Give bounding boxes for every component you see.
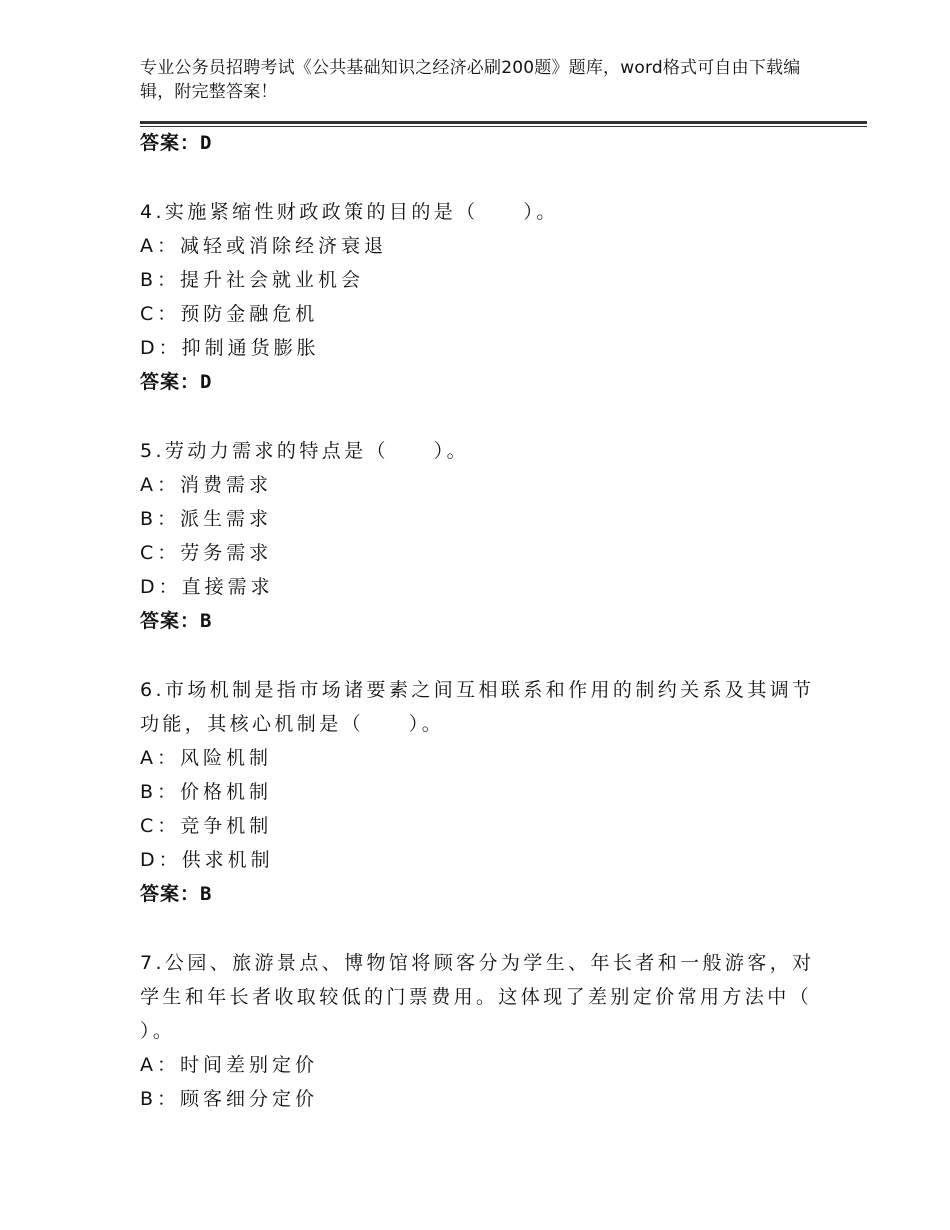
- question-4-text: 4.实施紧缩性财政政策的目的是（ ）。: [140, 201, 559, 223]
- question-5-option-b: B：派生需求: [140, 508, 273, 530]
- header-divider: [140, 121, 867, 124]
- answer-value: D: [200, 371, 213, 393]
- question-4-option-c: C：预防金融危机: [140, 303, 319, 325]
- question-5-answer: [140, 607, 212, 635]
- question-6-option-d: D：供求机制: [140, 849, 274, 871]
- question-4-answer: [140, 368, 212, 396]
- question-6-option-a: A：风险机制: [140, 747, 272, 769]
- answer-label: 答案：: [140, 371, 201, 393]
- answer-value: B: [200, 883, 213, 905]
- answer-label: 答案：: [140, 610, 201, 632]
- question-5-option-d: D：直接需求: [140, 576, 274, 598]
- answer-line: [140, 129, 212, 157]
- question-7-option-a: A：时间差别定价: [140, 1054, 318, 1076]
- question-7-option-b: B：顾客细分定价: [140, 1088, 319, 1110]
- question-4-option-a: A：减轻或消除经济衰退: [140, 235, 387, 257]
- question-7-text-line-1: 7.公园、旅游景点、博物馆将顾客分为学生、年长者和一般游客，对: [140, 952, 815, 974]
- question-4-option-d: D：抑制通货膨胀: [140, 337, 320, 359]
- question-6-option-c: C：竞争机制: [140, 815, 273, 837]
- question-7-text-line-2: 学生和年长者收取较低的门票费用。这体现了差别定价常用方法中（: [140, 986, 813, 1008]
- answer-label: 答案：: [140, 132, 201, 154]
- question-6-option-b: B：价格机制: [140, 781, 273, 803]
- question-6-text-line-1: 6.市场机制是指市场诸要素之间互相联系和作用的制约关系及其调节: [140, 679, 815, 701]
- answer-value: B: [200, 610, 213, 632]
- question-4-option-b: B：提升社会就业机会: [140, 269, 365, 291]
- document-header: 专业公务员招聘考试《公共基础知识之经济必刷200题》题库，word格式可自由下载编辑，附完整答案！: [140, 58, 801, 102]
- question-5-text: 5.劳动力需求的特点是（ ）。: [140, 440, 470, 462]
- question-5-option-a: A：消费需求: [140, 474, 272, 496]
- question-6-text-line-2: 功能，其核心机制是（ ）。: [140, 713, 445, 735]
- question-7-text-line-3: ）。: [140, 1020, 176, 1042]
- answer-label: 答案：: [140, 883, 201, 905]
- question-6-answer: [140, 880, 212, 908]
- header-divider-thin: [140, 126, 867, 127]
- answer-value: D: [200, 132, 213, 154]
- question-5-option-c: C：劳务需求: [140, 542, 273, 564]
